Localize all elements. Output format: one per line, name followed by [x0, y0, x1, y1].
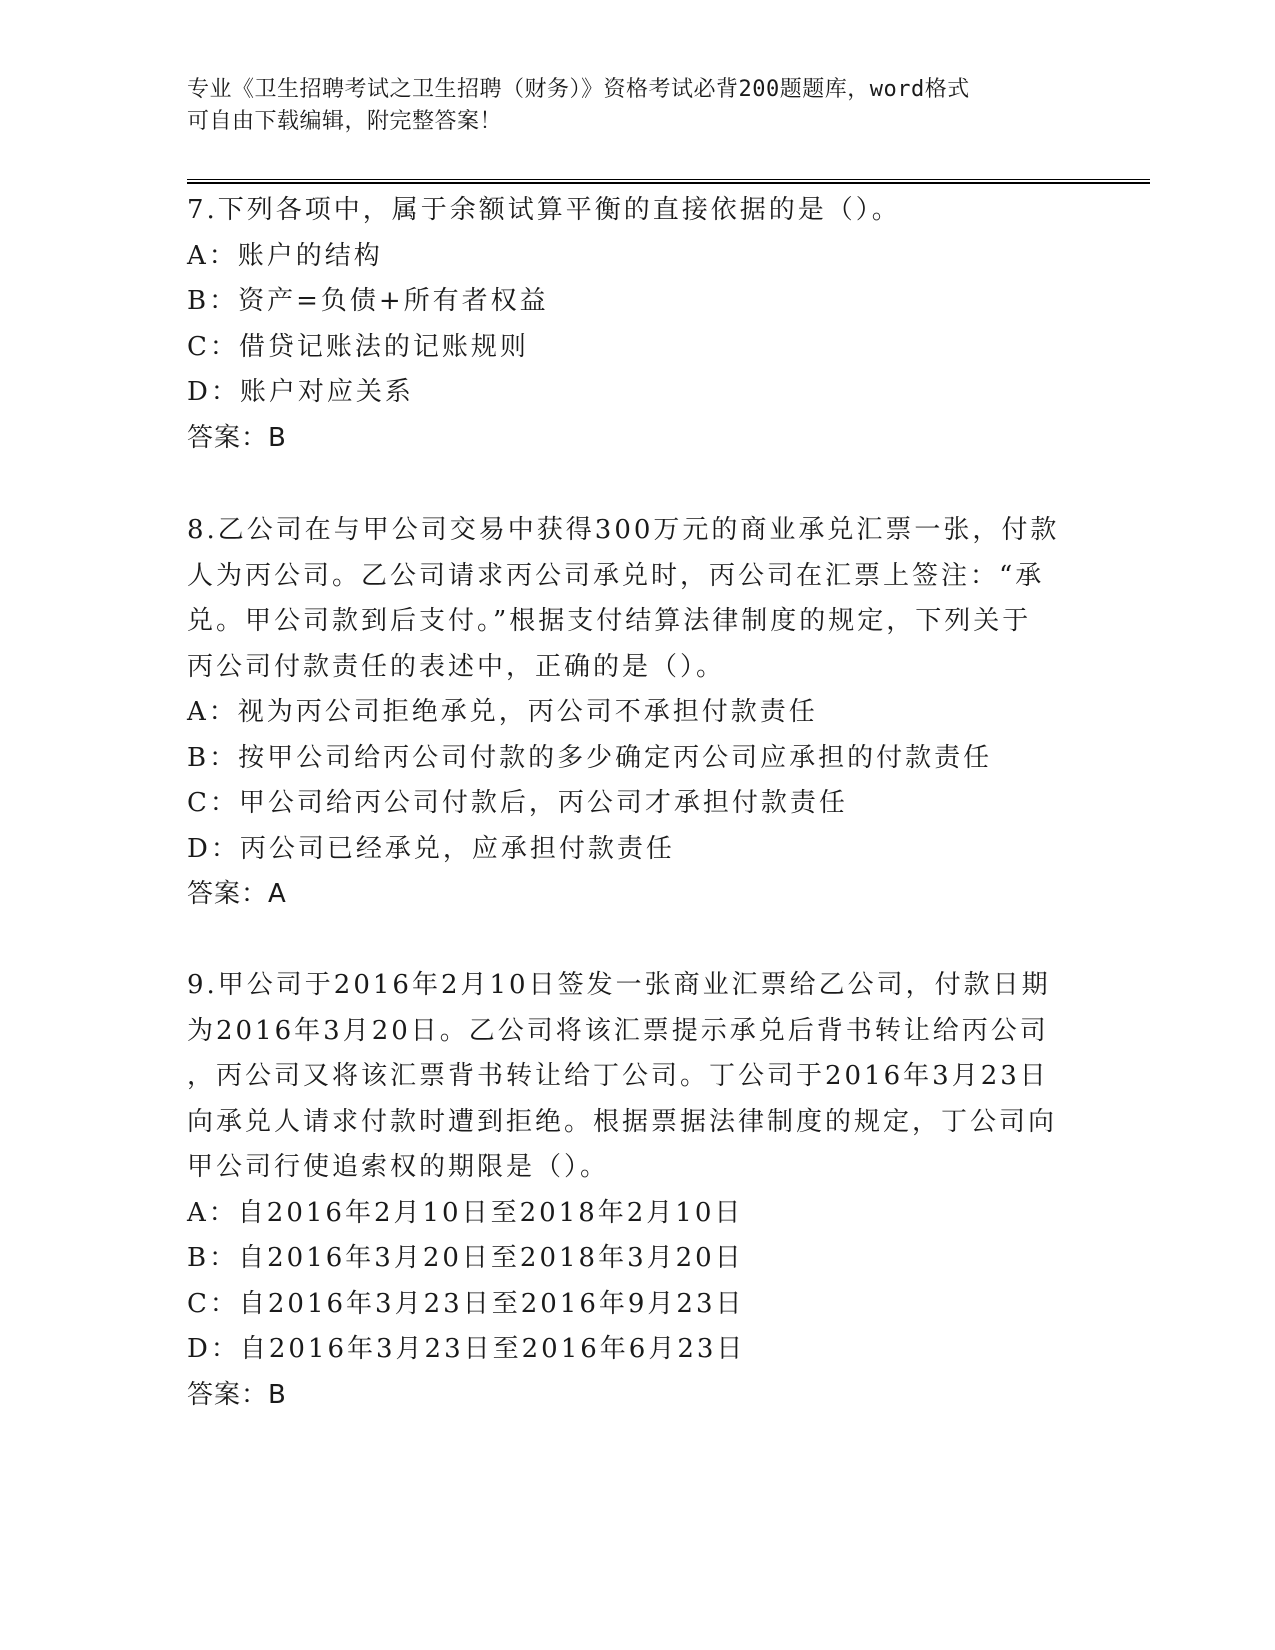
option-c: C：借贷记账法的记账规则 — [187, 331, 529, 362]
option-d: D：账户对应关系 — [187, 377, 414, 407]
option-a: A：自2016年2月10日至2018年2月10日 — [187, 1197, 744, 1228]
question-stem-line: 为2016年3月20日。乙公司将该汇票提示承兑后背书转让给丙公司 — [187, 1015, 1049, 1046]
document-header — [187, 74, 1087, 138]
option-d: D：丙公司已经承兑，应承担付款责任 — [187, 833, 675, 864]
answer-label: 答案：B — [187, 422, 287, 453]
option-d: D：自2016年3月23日至2016年6月23日 — [187, 1334, 746, 1364]
question-8 — [187, 508, 1067, 918]
question-7 — [187, 188, 1067, 461]
question-stem-line: 7.下列各项中，属于余额试算平衡的直接依据的是（）。 — [187, 195, 901, 225]
option-b: B：按甲公司给丙公司付款的多少确定丙公司应承担的付款责任 — [187, 742, 993, 773]
question-stem-line: 8.乙公司在与甲公司交易中获得300万元的商业承兑汇票一张，付款 — [187, 515, 1060, 545]
question-stem-line: ，丙公司又将该汇票背书转让给丁公司。丁公司于2016年3月23日 — [187, 1061, 1049, 1091]
question-stem-line: 9.甲公司于2016年2月10日签发一张商业汇票给乙公司，付款日期 — [187, 970, 1051, 1000]
question-stem-line: 丙公司付款责任的表述中，正确的是（）。 — [187, 651, 726, 682]
question-stem-line: 向承兑人请求付款时遭到拒绝。根据票据法律制度的规定，丁公司向 — [187, 1106, 1058, 1137]
answer-label: 答案：A — [187, 879, 287, 909]
header-rule-thin — [187, 179, 1150, 180]
answer-label: 答案：B — [187, 1379, 287, 1410]
option-b: B：资产=负债+所有者权益 — [187, 286, 549, 316]
option-c: C：自2016年3月23日至2016年9月23日 — [187, 1288, 745, 1319]
option-a: A：视为丙公司拒绝承兑，丙公司不承担付款责任 — [187, 697, 818, 727]
question-stem-line: 甲公司行使追索权的期限是（）。 — [187, 1152, 610, 1182]
option-c: C：甲公司给丙公司付款后，丙公司才承担付款责任 — [187, 788, 848, 818]
question-9 — [187, 963, 1067, 1418]
option-b: B：自2016年3月20日至2018年3月20日 — [187, 1243, 744, 1273]
question-stem-line: 人为丙公司。乙公司请求丙公司承兑时，丙公司在汇票上签注：“承 — [187, 560, 1045, 591]
header-line-2: 可自由下载编辑，附完整答案！ — [187, 109, 503, 134]
option-a: A：账户的结构 — [187, 240, 383, 271]
header-rule-thick — [187, 182, 1150, 184]
question-stem-line: 兑。甲公司款到后支付。”根据支付结算法律制度的规定，下列关于 — [187, 606, 1032, 636]
header-line-1: 专业《卫生招聘考试之卫生招聘（财务）》资格考试必背200题题库，word格式 — [187, 77, 970, 102]
